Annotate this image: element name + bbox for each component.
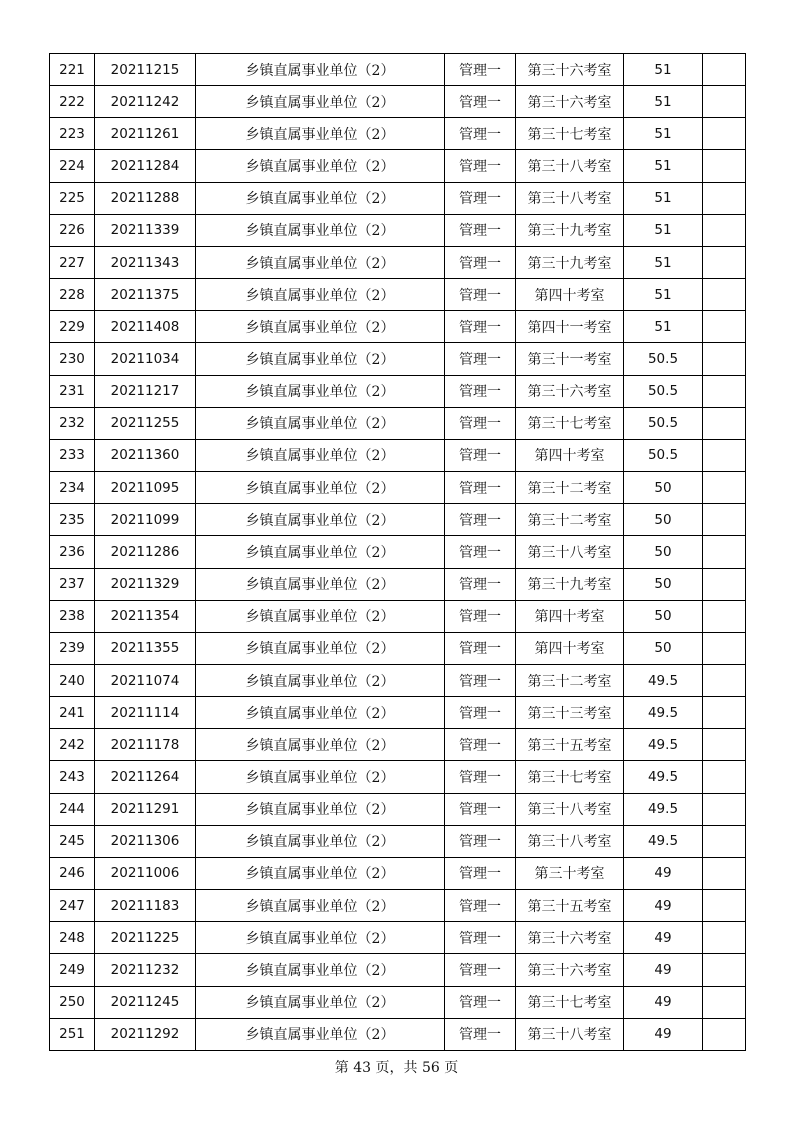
seq-cell: 248 [50,922,95,954]
unit-cell: 乡镇直属事业单位（2） [196,439,445,471]
exam-id-cell: 20211074 [95,664,196,696]
unit-cell: 乡镇直属事业单位（2） [196,214,445,246]
position-cell: 管理一 [445,439,516,471]
unit-cell: 乡镇直属事业单位（2） [196,279,445,311]
exam-id-cell: 20211343 [95,246,196,278]
seq-cell: 249 [50,954,95,986]
table-row [50,568,746,600]
exam-id-cell: 20211284 [95,150,196,182]
seq-cell: 251 [50,1018,95,1050]
remark-cell [703,439,746,471]
position-cell: 管理一 [445,214,516,246]
score-cell: 50 [624,536,703,568]
room-cell: 第三十二考室 [516,472,624,504]
seq-cell: 242 [50,729,95,761]
score-cell: 50 [624,472,703,504]
table-row [50,54,746,86]
table-row [50,536,746,568]
table-row [50,729,746,761]
room-cell: 第三十八考室 [516,182,624,214]
table-row [50,632,746,664]
exam-id-cell: 20211288 [95,182,196,214]
unit-cell: 乡镇直属事业单位（2） [196,986,445,1018]
score-cell: 51 [624,54,703,86]
score-cell: 49.5 [624,761,703,793]
remark-cell [703,664,746,696]
score-cell: 49.5 [624,664,703,696]
position-cell: 管理一 [445,375,516,407]
remark-cell [703,279,746,311]
room-cell: 第四十考室 [516,279,624,311]
score-cell: 51 [624,246,703,278]
seq-cell: 234 [50,472,95,504]
unit-cell: 乡镇直属事业单位（2） [196,568,445,600]
seq-cell: 239 [50,632,95,664]
unit-cell: 乡镇直属事业单位（2） [196,729,445,761]
table-row [50,857,746,889]
remark-cell [703,954,746,986]
exam-id-cell: 20211242 [95,86,196,118]
seq-cell: 233 [50,439,95,471]
unit-cell: 乡镇直属事业单位（2） [196,890,445,922]
page-footer: 第 43 页，共 56 页 [334,1060,459,1076]
room-cell: 第四十考室 [516,439,624,471]
position-cell: 管理一 [445,761,516,793]
table-row [50,311,746,343]
exam-id-cell: 20211355 [95,632,196,664]
table-row [50,86,746,118]
seq-cell: 235 [50,504,95,536]
remark-cell [703,536,746,568]
seq-cell: 244 [50,793,95,825]
position-cell: 管理一 [445,697,516,729]
remark-cell [703,246,746,278]
score-cell: 49 [624,890,703,922]
room-cell: 第三十二考室 [516,664,624,696]
position-cell: 管理一 [445,118,516,150]
exam-id-cell: 20211306 [95,825,196,857]
table-row [50,922,746,954]
remark-cell [703,857,746,889]
table-row [50,182,746,214]
unit-cell: 乡镇直属事业单位（2） [196,343,445,375]
table-row [50,214,746,246]
table-row [50,472,746,504]
remark-cell [703,825,746,857]
score-table [49,53,746,1051]
room-cell: 第四十一考室 [516,311,624,343]
table-row [50,118,746,150]
room-cell: 第三十七考室 [516,407,624,439]
room-cell: 第四十考室 [516,600,624,632]
position-cell: 管理一 [445,986,516,1018]
seq-cell: 238 [50,600,95,632]
seq-cell: 225 [50,182,95,214]
exam-id-cell: 20211255 [95,407,196,439]
remark-cell [703,922,746,954]
position-cell: 管理一 [445,407,516,439]
score-cell: 49.5 [624,793,703,825]
room-cell: 第三十六考室 [516,375,624,407]
unit-cell: 乡镇直属事业单位（2） [196,150,445,182]
unit-cell: 乡镇直属事业单位（2） [196,504,445,536]
position-cell: 管理一 [445,246,516,278]
room-cell: 第三十五考室 [516,729,624,761]
exam-id-cell: 20211114 [95,697,196,729]
seq-cell: 241 [50,697,95,729]
unit-cell: 乡镇直属事业单位（2） [196,118,445,150]
exam-id-cell: 20211099 [95,504,196,536]
seq-cell: 231 [50,375,95,407]
seq-cell: 236 [50,536,95,568]
exam-id-cell: 20211183 [95,890,196,922]
room-cell: 第三十八考室 [516,825,624,857]
position-cell: 管理一 [445,890,516,922]
table-row [50,343,746,375]
unit-cell: 乡镇直属事业单位（2） [196,857,445,889]
room-cell: 第三十三考室 [516,697,624,729]
remark-cell [703,407,746,439]
unit-cell: 乡镇直属事业单位（2） [196,86,445,118]
score-cell: 51 [624,118,703,150]
table-row [50,890,746,922]
position-cell: 管理一 [445,793,516,825]
table-row [50,793,746,825]
position-cell: 管理一 [445,182,516,214]
table-row [50,407,746,439]
room-cell: 第三十八考室 [516,793,624,825]
exam-id-cell: 20211329 [95,568,196,600]
table-row [50,986,746,1018]
room-cell: 第三十考室 [516,857,624,889]
remark-cell [703,729,746,761]
exam-id-cell: 20211292 [95,1018,196,1050]
seq-cell: 250 [50,986,95,1018]
seq-cell: 227 [50,246,95,278]
unit-cell: 乡镇直属事业单位（2） [196,825,445,857]
remark-cell [703,118,746,150]
remark-cell [703,890,746,922]
seq-cell: 229 [50,311,95,343]
unit-cell: 乡镇直属事业单位（2） [196,407,445,439]
remark-cell [703,54,746,86]
remark-cell [703,311,746,343]
score-cell: 51 [624,86,703,118]
score-cell: 49.5 [624,825,703,857]
position-cell: 管理一 [445,472,516,504]
unit-cell: 乡镇直属事业单位（2） [196,922,445,954]
exam-id-cell: 20211034 [95,343,196,375]
score-cell: 50.5 [624,407,703,439]
table-row [50,150,746,182]
position-cell: 管理一 [445,922,516,954]
room-cell: 第三十九考室 [516,214,624,246]
position-cell: 管理一 [445,600,516,632]
exam-id-cell: 20211178 [95,729,196,761]
position-cell: 管理一 [445,279,516,311]
score-cell: 50 [624,568,703,600]
unit-cell: 乡镇直属事业单位（2） [196,246,445,278]
room-cell: 第三十九考室 [516,568,624,600]
table-row [50,697,746,729]
room-cell: 第三十七考室 [516,761,624,793]
remark-cell [703,1018,746,1050]
remark-cell [703,150,746,182]
table-row [50,439,746,471]
position-cell: 管理一 [445,729,516,761]
position-cell: 管理一 [445,504,516,536]
seq-cell: 228 [50,279,95,311]
remark-cell [703,632,746,664]
unit-cell: 乡镇直属事业单位（2） [196,311,445,343]
exam-id-cell: 20211006 [95,857,196,889]
exam-id-cell: 20211261 [95,118,196,150]
position-cell: 管理一 [445,857,516,889]
score-cell: 50 [624,632,703,664]
table-row [50,761,746,793]
seq-cell: 246 [50,857,95,889]
exam-id-cell: 20211360 [95,439,196,471]
seq-cell: 221 [50,54,95,86]
table-row [50,600,746,632]
position-cell: 管理一 [445,632,516,664]
position-cell: 管理一 [445,54,516,86]
score-cell: 50.5 [624,375,703,407]
score-cell: 49.5 [624,729,703,761]
score-cell: 51 [624,214,703,246]
exam-id-cell: 20211095 [95,472,196,504]
score-cell: 51 [624,279,703,311]
position-cell: 管理一 [445,86,516,118]
score-cell: 49 [624,857,703,889]
score-cell: 51 [624,150,703,182]
unit-cell: 乡镇直属事业单位（2） [196,472,445,504]
room-cell: 第三十六考室 [516,86,624,118]
unit-cell: 乡镇直属事业单位（2） [196,182,445,214]
table-row [50,1018,746,1050]
table-row [50,664,746,696]
seq-cell: 243 [50,761,95,793]
room-cell: 第三十七考室 [516,986,624,1018]
unit-cell: 乡镇直属事业单位（2） [196,697,445,729]
room-cell: 第三十八考室 [516,150,624,182]
room-cell: 第三十一考室 [516,343,624,375]
exam-id-cell: 20211375 [95,279,196,311]
remark-cell [703,793,746,825]
exam-id-cell: 20211232 [95,954,196,986]
room-cell: 第三十七考室 [516,118,624,150]
seq-cell: 247 [50,890,95,922]
seq-cell: 245 [50,825,95,857]
unit-cell: 乡镇直属事业单位（2） [196,375,445,407]
score-cell: 49 [624,954,703,986]
score-cell: 49.5 [624,697,703,729]
score-cell: 51 [624,182,703,214]
score-cell: 50.5 [624,343,703,375]
room-cell: 第三十八考室 [516,1018,624,1050]
unit-cell: 乡镇直属事业单位（2） [196,536,445,568]
position-cell: 管理一 [445,825,516,857]
room-cell: 第三十五考室 [516,890,624,922]
exam-id-cell: 20211354 [95,600,196,632]
position-cell: 管理一 [445,954,516,986]
room-cell: 第三十六考室 [516,54,624,86]
unit-cell: 乡镇直属事业单位（2） [196,54,445,86]
remark-cell [703,568,746,600]
remark-cell [703,343,746,375]
room-cell: 第三十六考室 [516,922,624,954]
seq-cell: 230 [50,343,95,375]
remark-cell [703,375,746,407]
score-cell: 50 [624,504,703,536]
unit-cell: 乡镇直属事业单位（2） [196,664,445,696]
seq-cell: 226 [50,214,95,246]
seq-cell: 240 [50,664,95,696]
unit-cell: 乡镇直属事业单位（2） [196,600,445,632]
score-cell: 50 [624,600,703,632]
remark-cell [703,697,746,729]
remark-cell [703,761,746,793]
exam-id-cell: 20211339 [95,214,196,246]
position-cell: 管理一 [445,1018,516,1050]
score-cell: 50.5 [624,439,703,471]
exam-id-cell: 20211264 [95,761,196,793]
score-cell: 49 [624,1018,703,1050]
exam-id-cell: 20211217 [95,375,196,407]
table-row [50,504,746,536]
exam-id-cell: 20211286 [95,536,196,568]
score-cell: 49 [624,922,703,954]
unit-cell: 乡镇直属事业单位（2） [196,632,445,664]
unit-cell: 乡镇直属事业单位（2） [196,954,445,986]
table-row [50,246,746,278]
table-row [50,954,746,986]
remark-cell [703,86,746,118]
remark-cell [703,182,746,214]
unit-cell: 乡镇直属事业单位（2） [196,793,445,825]
exam-id-cell: 20211225 [95,922,196,954]
exam-id-cell: 20211245 [95,986,196,1018]
table-row [50,375,746,407]
remark-cell [703,504,746,536]
remark-cell [703,214,746,246]
room-cell: 第三十九考室 [516,246,624,278]
unit-cell: 乡镇直属事业单位（2） [196,1018,445,1050]
room-cell: 第三十六考室 [516,954,624,986]
unit-cell: 乡镇直属事业单位（2） [196,761,445,793]
score-cell: 51 [624,311,703,343]
table-row [50,825,746,857]
room-cell: 第三十八考室 [516,536,624,568]
position-cell: 管理一 [445,568,516,600]
position-cell: 管理一 [445,664,516,696]
seq-cell: 232 [50,407,95,439]
remark-cell [703,600,746,632]
exam-id-cell: 20211291 [95,793,196,825]
table-body [50,54,746,1051]
position-cell: 管理一 [445,150,516,182]
remark-cell [703,986,746,1018]
seq-cell: 223 [50,118,95,150]
remark-cell [703,472,746,504]
position-cell: 管理一 [445,536,516,568]
position-cell: 管理一 [445,343,516,375]
seq-cell: 222 [50,86,95,118]
room-cell: 第四十考室 [516,632,624,664]
exam-id-cell: 20211408 [95,311,196,343]
room-cell: 第三十二考室 [516,504,624,536]
seq-cell: 224 [50,150,95,182]
table-row [50,279,746,311]
exam-id-cell: 20211215 [95,54,196,86]
seq-cell: 237 [50,568,95,600]
score-cell: 49 [624,986,703,1018]
position-cell: 管理一 [445,311,516,343]
